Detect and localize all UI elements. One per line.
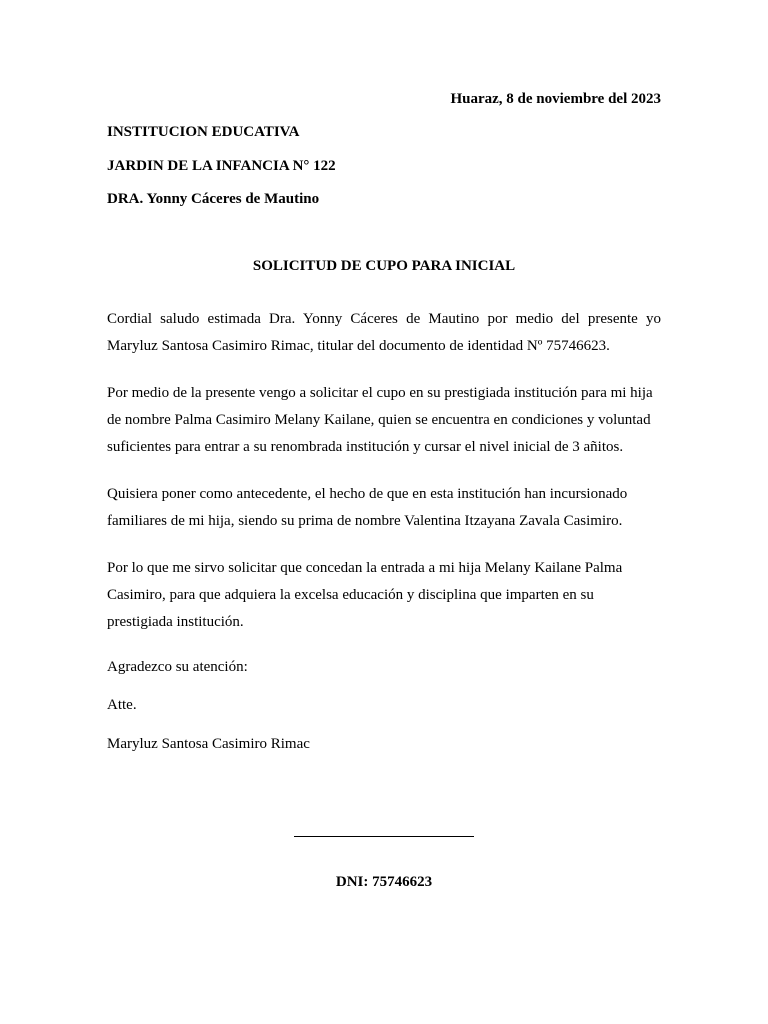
paragraph-line: Quisiera poner como antecedente, el hecho de que en esta institución han incursionado	[107, 486, 628, 502]
paragraph-line: familiares de mi hija, siendo su prima de nombre Valentina Itzayana Zavala Casimiro.	[107, 513, 623, 529]
recipient-director: DRA. Yonny Cáceres de Mautino	[107, 191, 320, 207]
sender-dni: DNI: 75746623	[335, 874, 433, 890]
paragraph-line: de nombre Palma Casimiro Melany Kailane, quien se encuentra en condiciones y voluntad	[107, 412, 651, 428]
paragraph-line: Casimiro, para que adquiera la excelsa educación y disciplina que imparten en su	[107, 587, 594, 603]
farewell-text: Atte.	[107, 697, 137, 713]
paragraph-line: Cordial saludo estimada Dra. Yonny Cáceres de Mautino por medio del presente yo	[107, 311, 661, 327]
closing-text: Agradezco su atención:	[107, 659, 248, 675]
paragraph-line: Maryluz Santosa Casimiro Rimac, titular del documento de identidad Nº 75746623.	[107, 338, 610, 354]
paragraph-line: Por medio de la presente vengo a solicitar el cupo en su prestigiada institución para mi hija	[107, 385, 653, 401]
recipient-institution: INSTITUCION EDUCATIVA	[107, 124, 300, 140]
signature-line	[294, 836, 474, 837]
paragraph-background	[107, 481, 661, 535]
recipient-school: JARDIN DE LA INFANCIA N° 122	[107, 158, 336, 174]
paragraph-line: Por lo que me sirvo solicitar que concedan la entrada a mi hija Melany Kailane Palma	[107, 560, 623, 576]
letter-date: Huaraz, 8 de noviembre del 2023	[450, 91, 661, 107]
letter-subject: SOLICITUD DE CUPO PARA INICIAL	[252, 258, 516, 274]
paragraph-line: suficientes para entrar a su renombrada institución y cursar el nivel inicial de 3 añitos.	[107, 439, 624, 455]
paragraph-line: prestigiada institución.	[107, 614, 244, 630]
paragraph-request	[107, 380, 661, 461]
paragraph-greeting	[107, 306, 661, 360]
paragraph-conclusion	[107, 555, 661, 636]
sender-name: Maryluz Santosa Casimiro Rimac	[107, 736, 310, 752]
